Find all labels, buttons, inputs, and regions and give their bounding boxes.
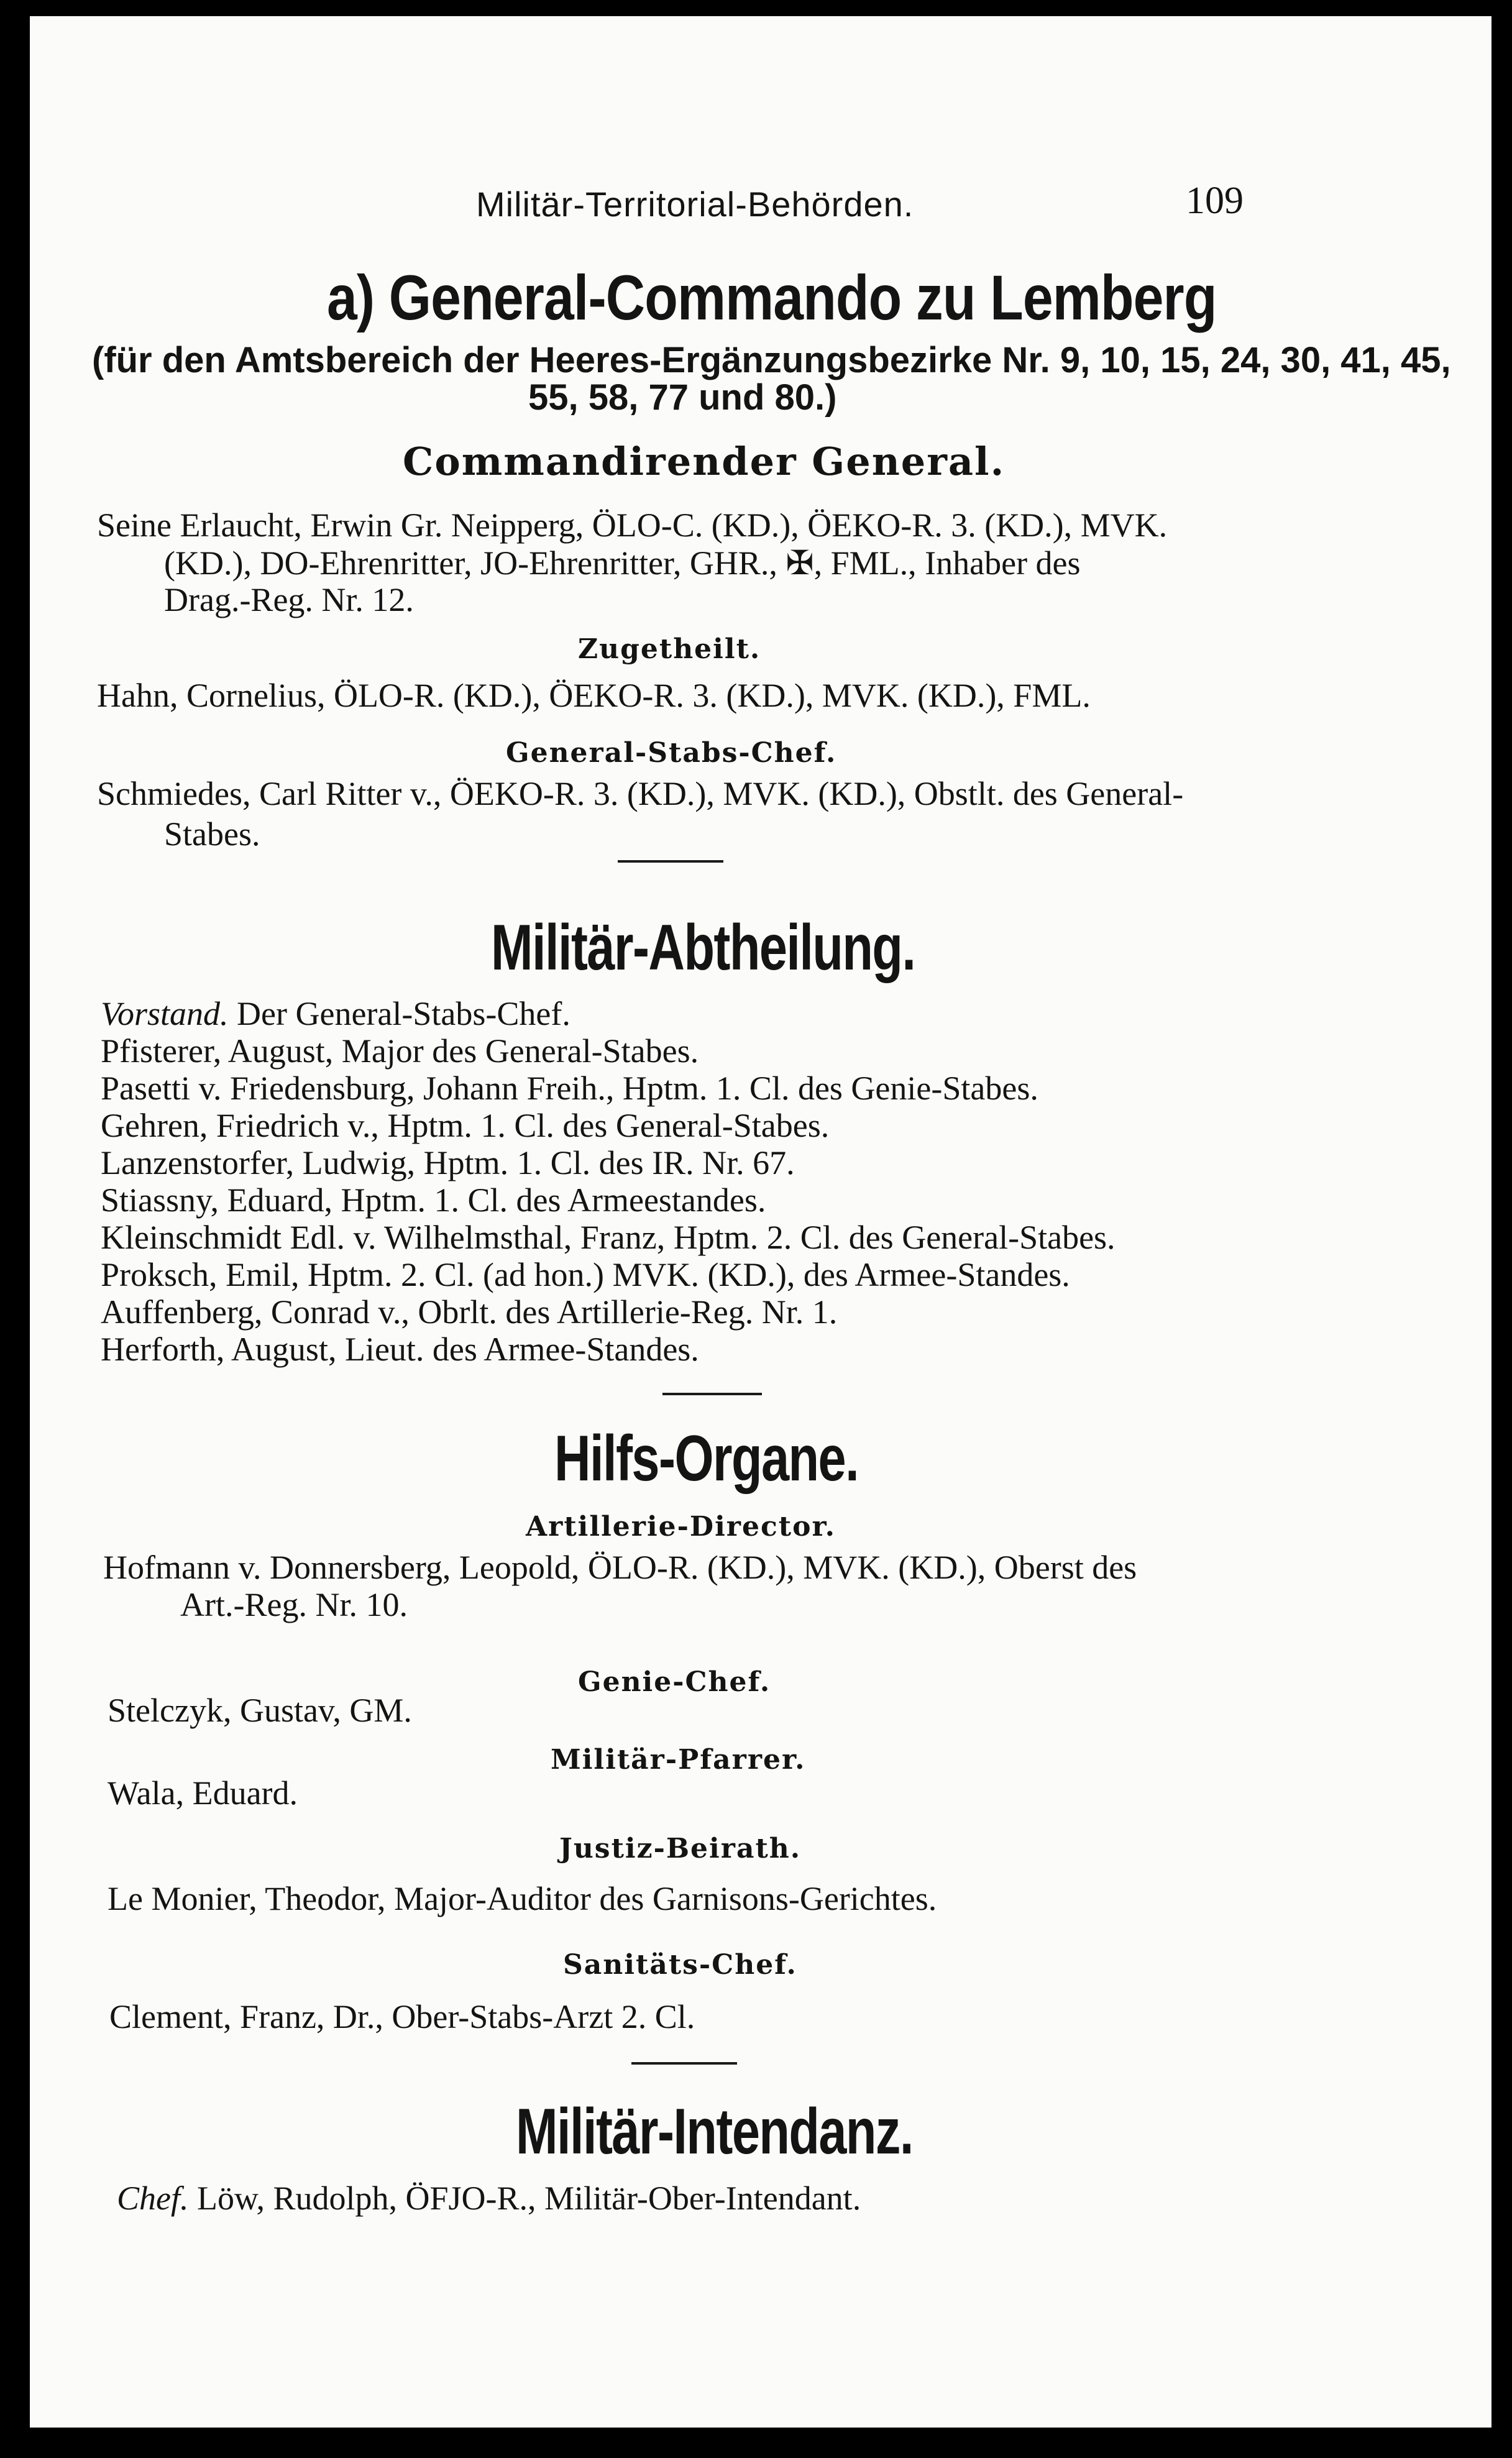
member-line: Auffenberg, Conrad v., Obrlt. des Artillerie-Reg. Nr. 1. (101, 1293, 838, 1331)
artillerie-heading: Artillerie-Director. (526, 1511, 836, 1543)
subtitle-line-2: 55, 58, 77 und 80.) (528, 377, 837, 418)
chef-text: Löw, Rudolph, ÖFJO-R., Militär-Ober-Intendant. (197, 2180, 861, 2217)
sanitaets-line: Clement, Franz, Dr., Ober-Stabs-Arzt 2. Cl. (109, 1998, 695, 2035)
justiz-line: Le Monier, Theodor, Major-Auditor des Garnisons-Gerichtes. (108, 1880, 937, 1917)
intendanz-heading: Militär-Intendanz. (516, 2096, 913, 2168)
member-line: Lanzenstorfer, Ludwig, Hptm. 1. Cl. des IR. Nr. 67. (101, 1144, 795, 1181)
genie-line: Stelczyk, Gustav, GM. (108, 1692, 412, 1729)
zugetheilt-line: Hahn, Cornelius, ÖLO-R. (KD.), ÖEKO-R. 3. (KD.), MVK. (KD.), FML. (97, 677, 1091, 714)
stabschef-line-2: Stabes. (164, 815, 260, 853)
vorstand-label: Vorstand. (101, 995, 229, 1032)
zugetheilt-heading: Zugetheilt. (578, 633, 761, 665)
artillerie-line-2: Art.-Reg. Nr. 10. (180, 1586, 408, 1623)
member-line: Gehren, Friedrich v., Hptm. 1. Cl. des General-Stabes. (101, 1107, 830, 1144)
section-divider (618, 860, 723, 863)
pfarrer-line: Wala, Eduard. (108, 1774, 298, 1812)
running-head: Militär-Territorial-Behörden. (476, 185, 914, 224)
page-number: 109 (1186, 180, 1244, 222)
member-line: Herforth, August, Lieut. des Armee-Standes. (101, 1331, 699, 1368)
intendanz-chef-line (117, 2179, 861, 2217)
member-line: Kleinschmidt Edl. v. Wilhelmsthal, Franz, Hptm. 2. Cl. des General-Stabes. (101, 1219, 1116, 1256)
member-line: Proksch, Emil, Hptm. 2. Cl. (ad hon.) MVK. (KD.), des Armee-Standes. (101, 1256, 1070, 1293)
sanitaets-heading: Sanitäts-Chef. (563, 1949, 797, 1981)
chef-label: Chef. (117, 2180, 189, 2217)
pfarrer-heading: Militär-Pfarrer. (551, 1744, 806, 1776)
member-line: Pasetti v. Friedensburg, Johann Freih., Hptm. 1. Cl. des Genie-Stabes. (101, 1070, 1038, 1107)
hilfs-organe-heading: Hilfs-Organe. (554, 1423, 859, 1495)
page-title: a) General-Commando zu Lemberg (327, 262, 1217, 333)
section-divider (662, 1393, 762, 1395)
justiz-heading: Justiz-Beirath. (559, 1833, 802, 1864)
commandirender-line-2: (KD.), DO-Ehrenritter, JO-Ehrenritter, GHR., ✠, FML., Inhaber des (164, 544, 1081, 582)
artillerie-line-1: Hofmann v. Donnersberg, Leopold, ÖLO-R. (KD.), MVK. (KD.), Oberst des (103, 1549, 1137, 1586)
vorstand-line (101, 994, 570, 1033)
document-page (30, 16, 1491, 2428)
stabschef-heading: General-Stabs-Chef. (506, 737, 837, 769)
militaer-abtheilung-heading: Militär-Abtheilung. (491, 912, 915, 984)
commandirender-line-3: Drag.-Reg. Nr. 12. (164, 581, 414, 618)
section-divider (631, 2062, 737, 2065)
genie-heading: Genie-Chef. (578, 1666, 771, 1698)
commandirender-line-1: Seine Erlaucht, Erwin Gr. Neipperg, ÖLO-C. (KD.), ÖEKO-R. 3. (KD.), MVK. (97, 507, 1168, 544)
member-line: Pfisterer, August, Major des General-Stabes. (101, 1032, 699, 1070)
member-line: Stiassny, Eduard, Hptm. 1. Cl. des Armeestandes. (101, 1181, 766, 1219)
stabschef-line-1: Schmiedes, Carl Ritter v., ÖEKO-R. 3. (KD.), MVK. (KD.), Obstlt. des General- (97, 775, 1184, 812)
commandirender-heading: Commandirender General. (403, 439, 1006, 484)
vorstand-text: Der General-Stabs-Chef. (237, 995, 570, 1032)
subtitle-line-1: (für den Amtsbereich der Heeres-Ergänzungsbezirke Nr. 9, 10, 15, 24, 30, 41, 45, (92, 340, 1451, 380)
